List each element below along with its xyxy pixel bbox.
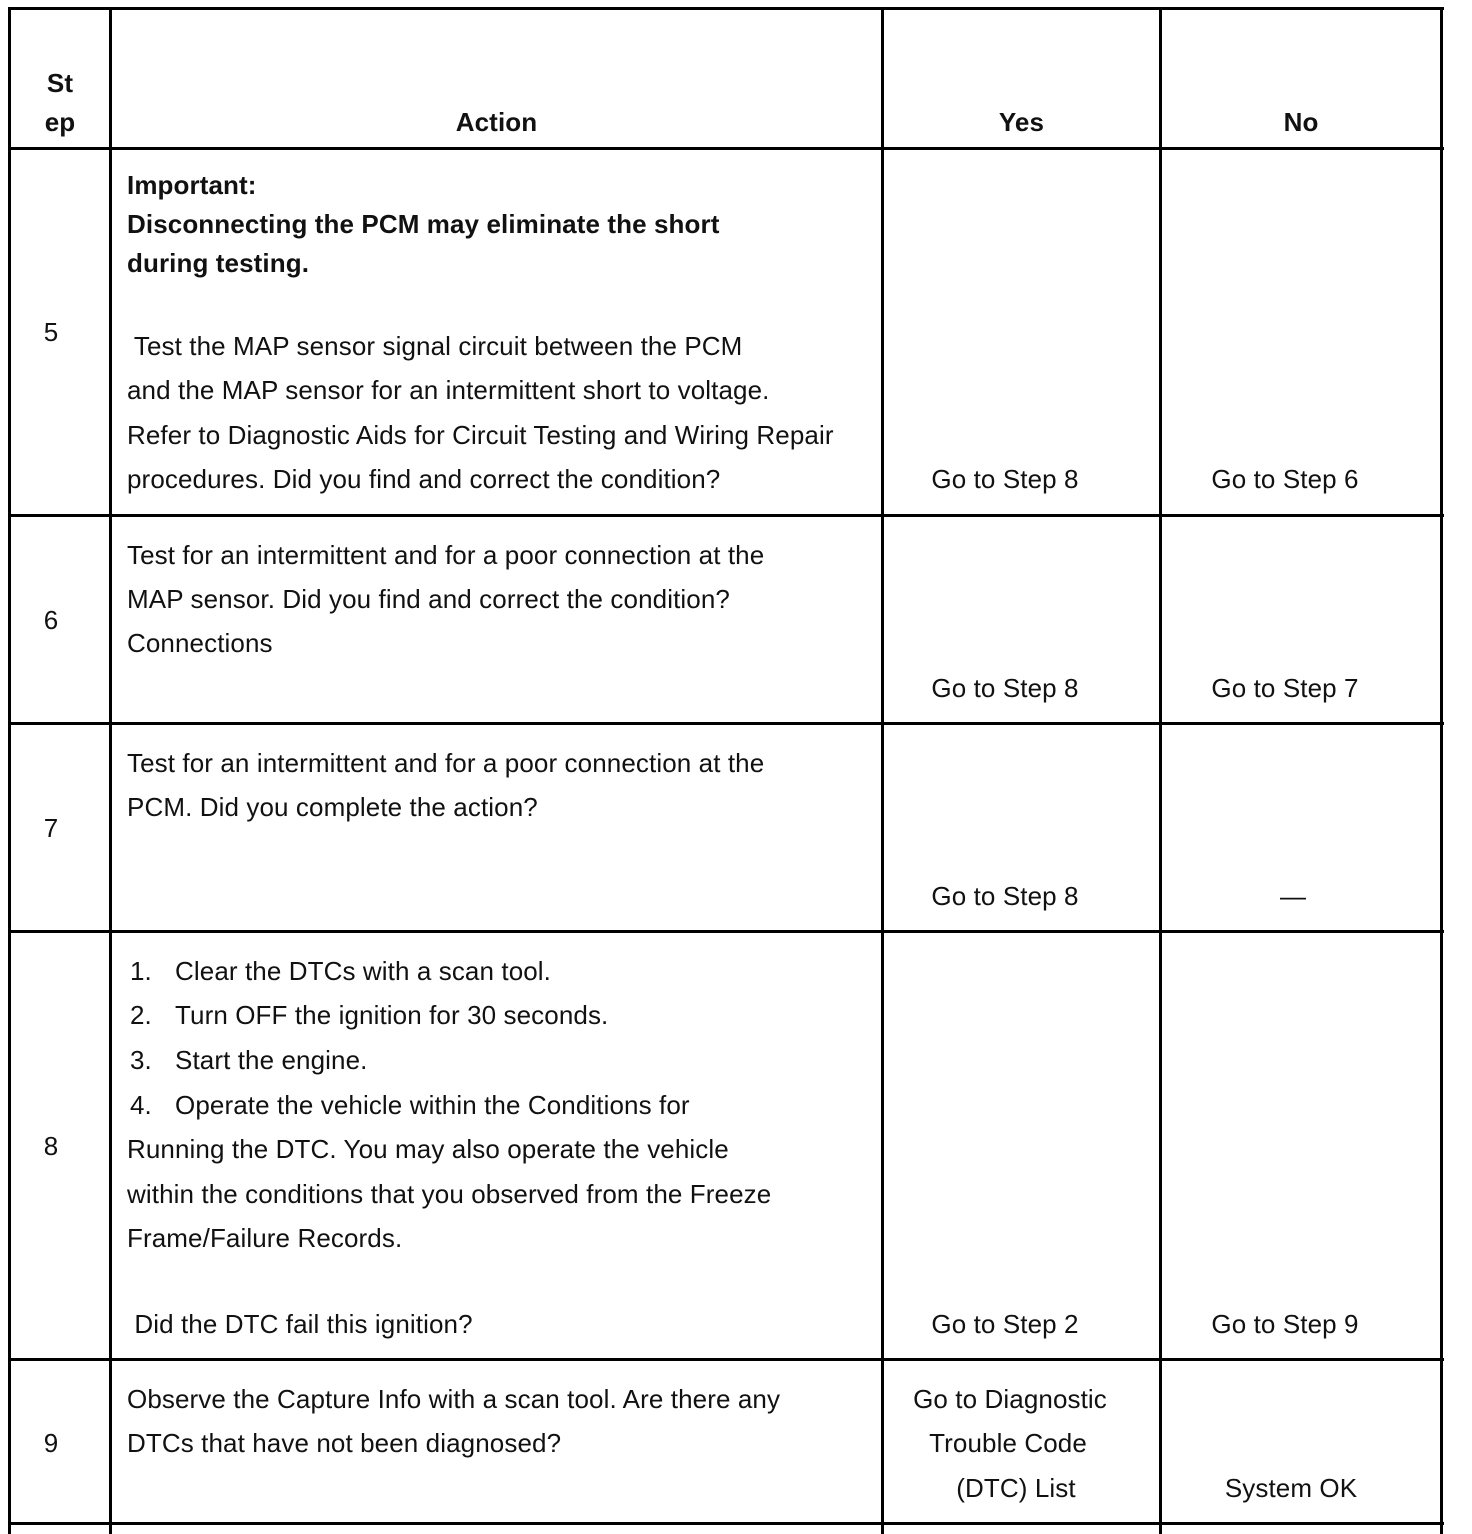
- header-no: No: [1283, 107, 1319, 137]
- divider-yes-no: [1159, 7, 1162, 1534]
- action-line: MAP sensor. Did you find and correct the condition?: [127, 584, 730, 614]
- border-bottom: [8, 1522, 1444, 1525]
- no-result-7: —: [1279, 881, 1307, 911]
- action-line: Frame/Failure Records.: [127, 1223, 403, 1253]
- action-line: procedures. Did you find and correct the condition?: [127, 464, 721, 494]
- list-item-text: Clear the DTCs with a scan tool.: [175, 956, 552, 986]
- list-item-text: Start the engine.: [175, 1045, 368, 1075]
- yes-result-9-line: Trouble Code: [929, 1428, 1087, 1458]
- step-number-8: 8: [43, 1131, 59, 1161]
- header-step-line1: St: [46, 68, 74, 98]
- list-item-number: 2.: [130, 1000, 152, 1030]
- list-item-number: 4.: [130, 1090, 152, 1120]
- divider-action-yes: [881, 7, 884, 1534]
- action-question: Did the DTC fail this ignition?: [127, 1309, 473, 1339]
- divider-step-action: [109, 7, 112, 1534]
- action-line: Refer to Diagnostic Aids for Circuit Testing and Wiring Repair: [127, 420, 834, 450]
- divider-row-6: [8, 722, 1444, 725]
- divider-row-7: [8, 930, 1444, 933]
- yes-result-5: Go to Step 8: [931, 464, 1079, 494]
- divider-row-8: [8, 1358, 1444, 1361]
- border-header-bottom: [8, 147, 1444, 150]
- action-line: DTCs that have not been diagnosed?: [127, 1428, 562, 1458]
- list-item-number: 3.: [130, 1045, 152, 1075]
- no-result-9: System OK: [1224, 1473, 1358, 1503]
- yes-result-9-line: Go to Diagnostic: [913, 1384, 1107, 1414]
- action-line: Observe the Capture Info with a scan tool. Are there any: [127, 1384, 781, 1414]
- border-left: [8, 7, 11, 1534]
- important-line: during testing.: [127, 248, 310, 278]
- action-line: and the MAP sensor for an intermittent short to voltage.: [127, 375, 770, 405]
- border-top: [8, 7, 1444, 10]
- action-line: Test the MAP sensor signal circuit between the PCM: [127, 331, 743, 361]
- list-item-text: Operate the vehicle within the Conditions for: [175, 1090, 690, 1120]
- header-action: Action: [455, 107, 538, 137]
- yes-result-8: Go to Step 2: [931, 1309, 1079, 1339]
- important-line: Disconnecting the PCM may eliminate the short: [127, 209, 720, 239]
- border-right: [1440, 7, 1443, 1534]
- action-line: PCM. Did you complete the action?: [127, 792, 538, 822]
- yes-result-7: Go to Step 8: [931, 881, 1079, 911]
- step-number-5: 5: [43, 317, 59, 347]
- list-item-number: 1.: [130, 956, 152, 986]
- step-number-9: 9: [43, 1428, 59, 1458]
- no-result-6: Go to Step 7: [1211, 673, 1359, 703]
- action-line: Test for an intermittent and for a poor connection at the: [127, 748, 765, 778]
- action-line: within the conditions that you observed from the Freeze: [127, 1179, 772, 1209]
- step-number-6: 6: [43, 605, 59, 635]
- important-title: Important:: [127, 170, 257, 200]
- yes-result-9-line: (DTC) List: [956, 1473, 1076, 1503]
- list-item-text: Turn OFF the ignition for 30 seconds.: [175, 1000, 609, 1030]
- header-yes: Yes: [998, 107, 1045, 137]
- action-line: Test for an intermittent and for a poor connection at the: [127, 540, 765, 570]
- no-result-8: Go to Step 9: [1211, 1309, 1359, 1339]
- no-result-5: Go to Step 6: [1211, 464, 1359, 494]
- header-step-line2: ep: [44, 107, 76, 137]
- step-number-7: 7: [43, 813, 59, 843]
- divider-row-5: [8, 514, 1444, 517]
- action-line: Connections: [127, 628, 273, 658]
- action-line: Running the DTC. You may also operate the vehicle: [127, 1134, 729, 1164]
- yes-result-6: Go to Step 8: [931, 673, 1079, 703]
